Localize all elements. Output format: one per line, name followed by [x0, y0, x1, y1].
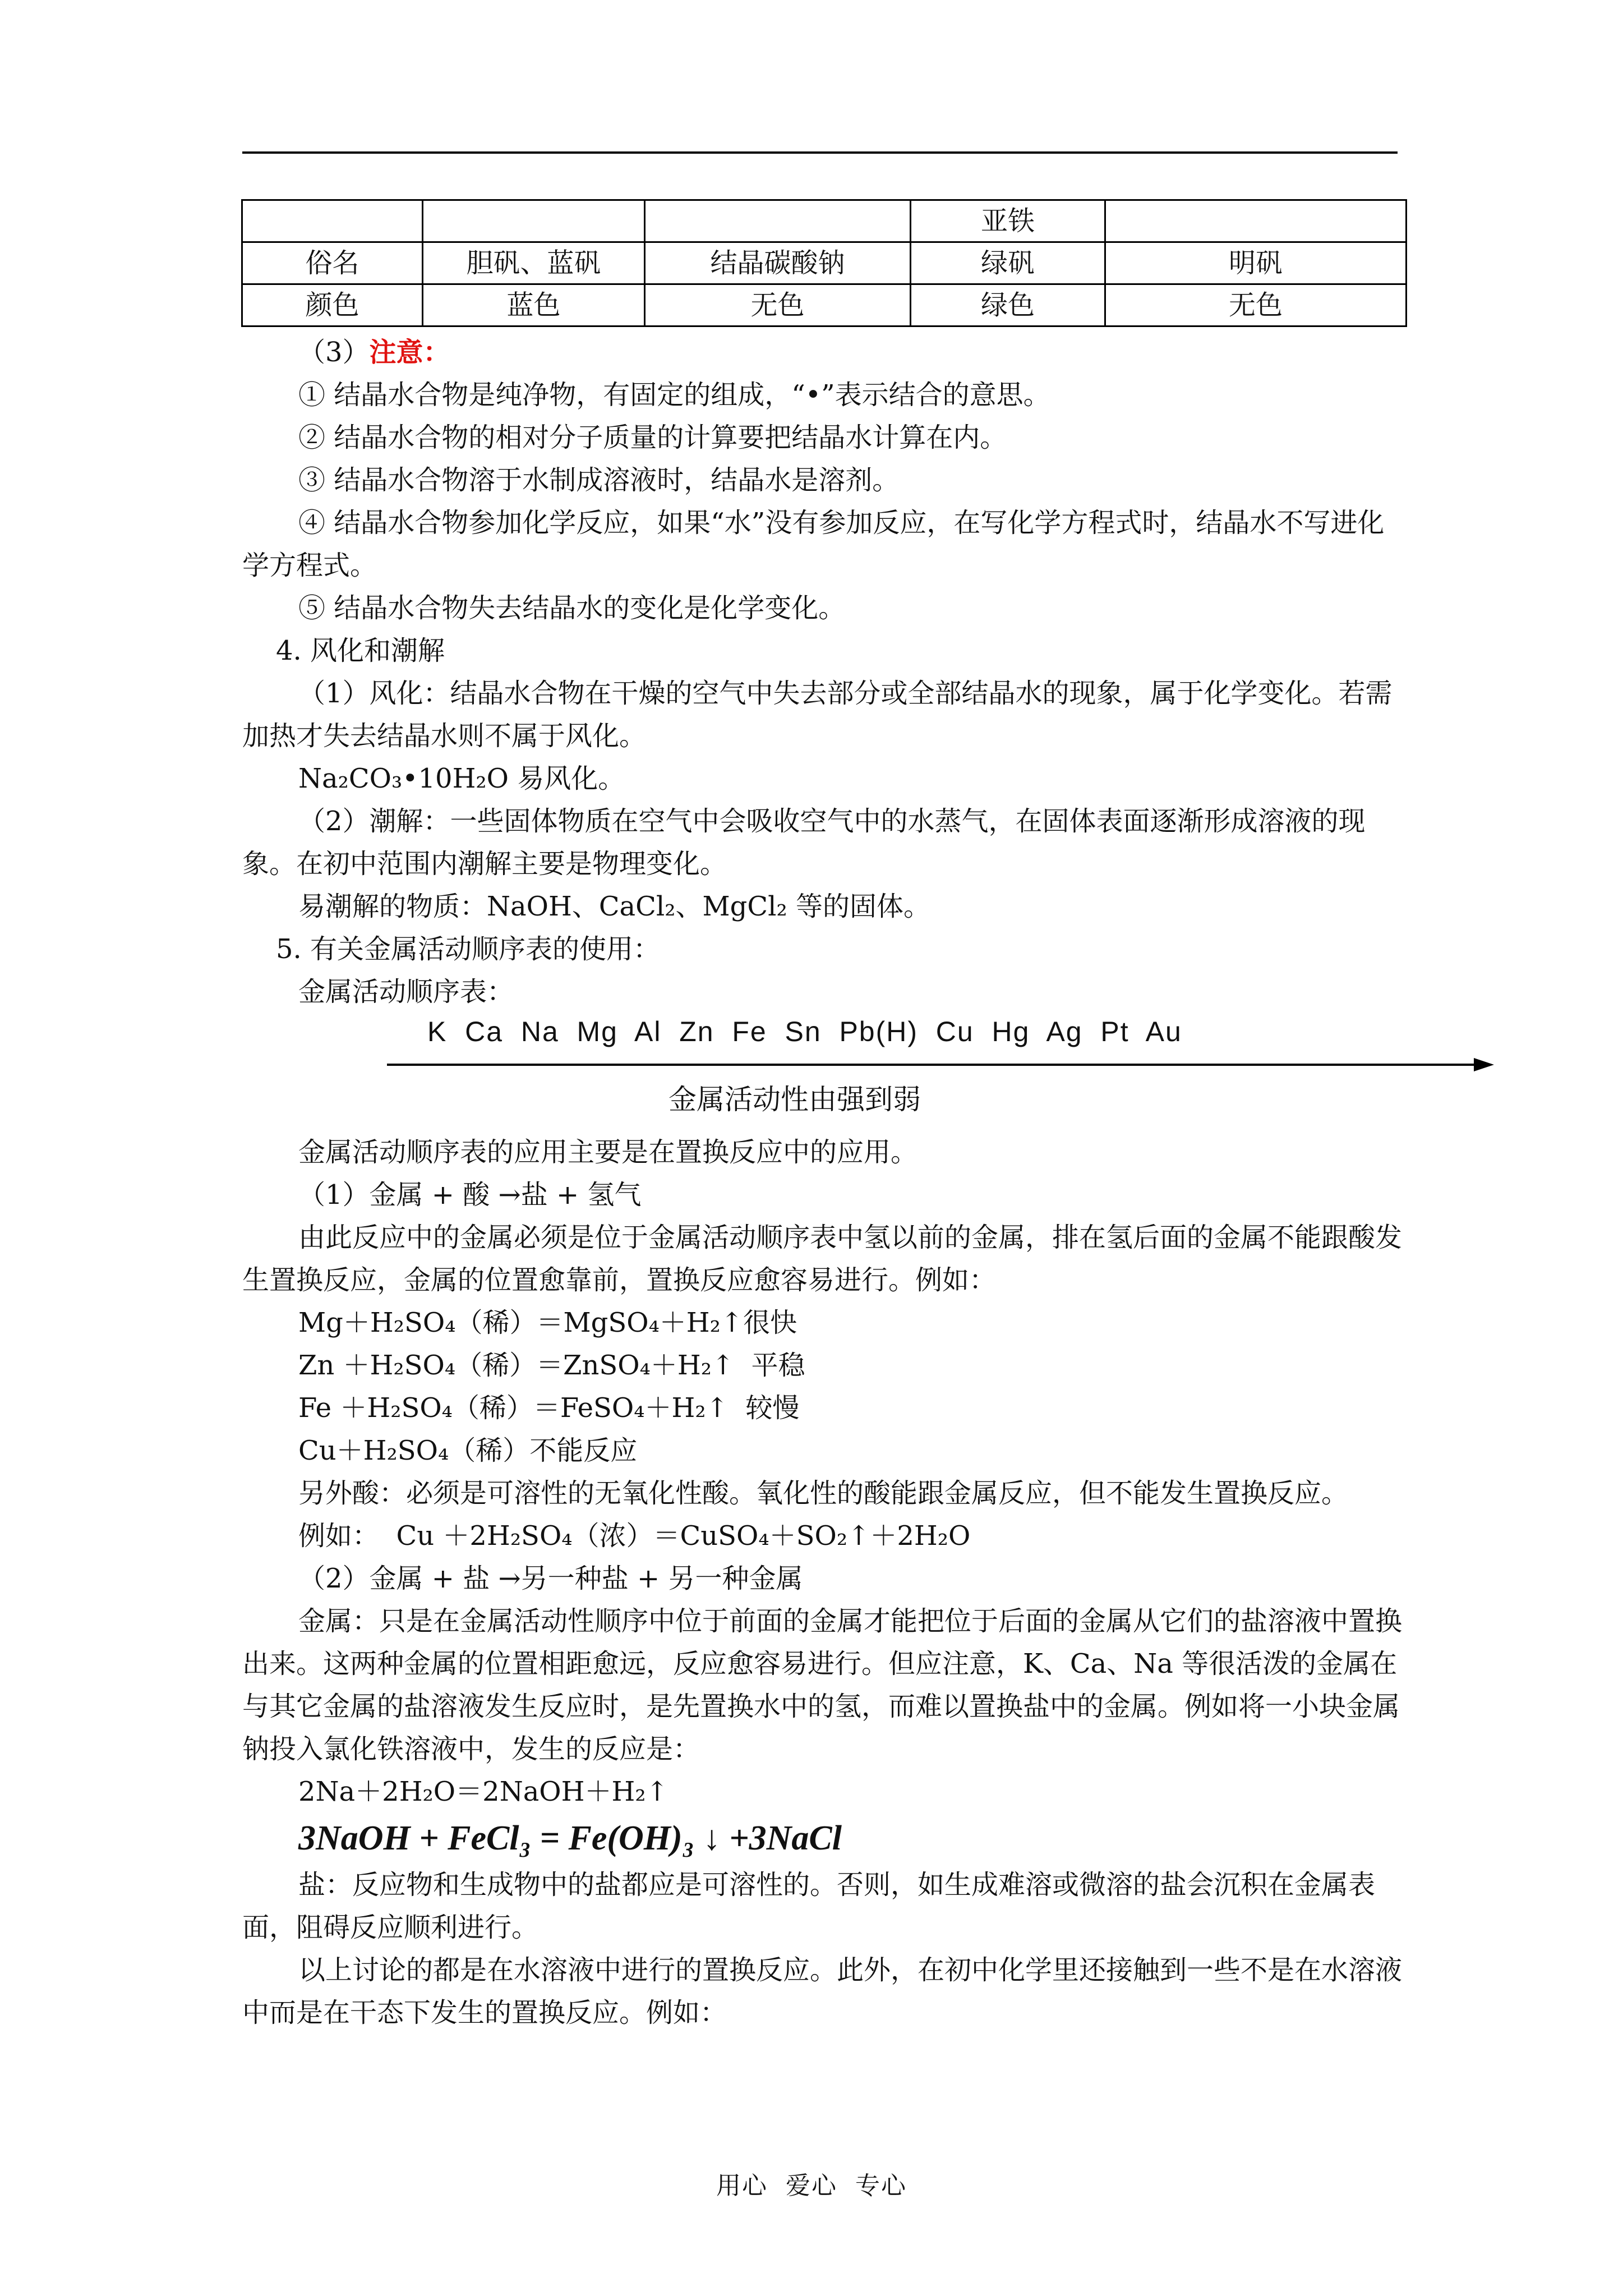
equation: 例如： Cu ＋2H₂SO₄（浓）＝CuSO₄＋SO₂↑＋2H₂O: [298, 1520, 971, 1552]
equation: 2Na＋2H₂O＝2NaOH＋H₂↑: [298, 1776, 668, 1807]
table-row: [242, 284, 1407, 326]
equation: Cu＋H₂SO₄（稀）不能反应: [298, 1435, 638, 1466]
table-cell: 胆矾、蓝矾: [423, 242, 645, 284]
table-cell: 绿矾: [911, 242, 1105, 284]
table-cell: [242, 200, 423, 242]
table-cell: 亚铁: [911, 200, 1105, 242]
note-item: ③ 结晶水合物溶于水制成溶液时，结晶水是溶剂。: [298, 464, 900, 496]
note-item: ② 结晶水合物的相对分子质量的计算要把结晶水计算在内。: [298, 422, 1007, 453]
table-cell: [1105, 200, 1407, 242]
paragraph: 金属：只是在金属活动性顺序中位于前面的金属才能把位于后面的金属从它们的盐溶液中置换出来。这两种金属的位置相距愈远，反应愈容易进行。但应注意，K、Ca、Na 等很活泼的金属在与其它金属的盐溶液发生反应时，是先置换水中的氢，而难以置换盐中的金属。例如将一小块金属钠投入氯化铁溶液中，发生的反应是：: [242, 1605, 1403, 1765]
paragraph: Na₂CO₃•10H₂O 易风化。: [298, 763, 625, 794]
activity-series: K Ca Na Mg Al Zn Fe Sn Pb(H) Cu Hg Ag Pt Au: [427, 1016, 1182, 1047]
arrow-right-icon: [1474, 1058, 1494, 1071]
page-footer: 用心 爱心 专心: [716, 2171, 907, 2200]
note-heading: [242, 331, 1403, 374]
equation: Zn ＋H₂SO₄（稀）＝ZnSO₄＋H₂↑ 平稳: [298, 1350, 805, 1381]
paragraph: （2）潮解：一些固体物质在空气中会吸收空气中的水蒸气，在固体表面逐渐形成溶液的现象。在初中范围内潮解主要是物理变化。: [242, 806, 1366, 880]
table-cell: 明矾: [1105, 242, 1407, 284]
document-body: [242, 331, 1403, 2034]
table-cell: 蓝色: [423, 284, 645, 326]
note-item: ⑤ 结晶水合物失去结晶水的变化是化学变化。: [298, 592, 846, 624]
table-row: [242, 200, 1407, 242]
paragraph: 易潮解的物质：NaOH、CaCl₂、MgCl₂ 等的固体。: [298, 891, 930, 922]
paragraph: 盐：反应物和生成物中的盐都应是可溶性的。否则，如生成难溶或微溶的盐会沉积在金属表面，阻碍反应顺利进行。: [242, 1869, 1376, 1943]
note-item: ① 结晶水合物是纯净物，有固定的组成，“•”表示结合的意思。: [298, 379, 1050, 411]
note-prefix: （3）: [298, 337, 370, 368]
equation-formula: 3NaOH + FeCl₃ = Fe(OH)₃ ↓ +3NaCl: [298, 1819, 842, 1857]
paragraph: 以上讨论的都是在水溶液中进行的置换反应。此外，在初中化学里还接触到一些不是在水溶液中而是在干态下发生的置换反应。例如：: [242, 1954, 1403, 2028]
equation: Fe ＋H₂SO₄（稀）＝FeSO₄＋H₂↑ 较慢: [298, 1392, 800, 1424]
table-cell: 绿色: [911, 284, 1105, 326]
equation: Mg＋H₂SO₄（稀）＝MgSO₄＋H₂↑很快: [298, 1307, 797, 1338]
note-item: ④ 结晶水合物参加化学反应，如果“水”没有参加反应，在写化学方程式时，结晶水不写进化学方程式。: [242, 507, 1385, 581]
hydrate-table: [241, 199, 1407, 327]
table-cell: [423, 200, 645, 242]
paragraph: 金属活动顺序表的应用主要是在置换反应中的应用。: [298, 1137, 918, 1168]
paragraph: 金属活动顺序表：: [298, 976, 514, 1007]
table-cell: 俗名: [242, 242, 423, 284]
paragraph: （1）风化：结晶水合物在干燥的空气中失去部分或全部结晶水的现象，属于化学变化。若需加热才失去结晶水则不属于风化。: [242, 678, 1393, 752]
paragraph: 由此反应中的金属必须是位于金属活动顺序表中氢以前的金属，排在氢后面的金属不能跟酸发生置换反应，金属的位置愈靠前，置换反应愈容易进行。例如：: [242, 1222, 1403, 1296]
table-cell: 无色: [645, 284, 911, 326]
table-cell: [645, 200, 911, 242]
reaction-title: （2）金属 + 盐 →另一种盐 + 另一种金属: [298, 1563, 803, 1594]
table-row: [242, 242, 1407, 284]
section-title: 4. 风化和潮解: [276, 635, 445, 666]
table-cell: 颜色: [242, 284, 423, 326]
section-title: 5. 有关金属活动顺序表的使用：: [276, 933, 661, 965]
paragraph: 另外酸：必须是可溶性的无氧化性酸。氧化性的酸能跟金属反应，但不能发生置换反应。: [298, 1478, 1349, 1509]
header-rule: [242, 151, 1398, 154]
series-caption: 金属活动性由强到弱: [668, 1084, 921, 1115]
table-cell: 无色: [1105, 284, 1407, 326]
series-line: [387, 1064, 1481, 1066]
activity-series-figure: [242, 1013, 1403, 1131]
note-label: 注意：: [369, 337, 450, 368]
reaction-title: （1）金属 + 酸 →盐 + 氢气: [298, 1179, 642, 1211]
table-cell: 结晶碳酸钠: [645, 242, 911, 284]
